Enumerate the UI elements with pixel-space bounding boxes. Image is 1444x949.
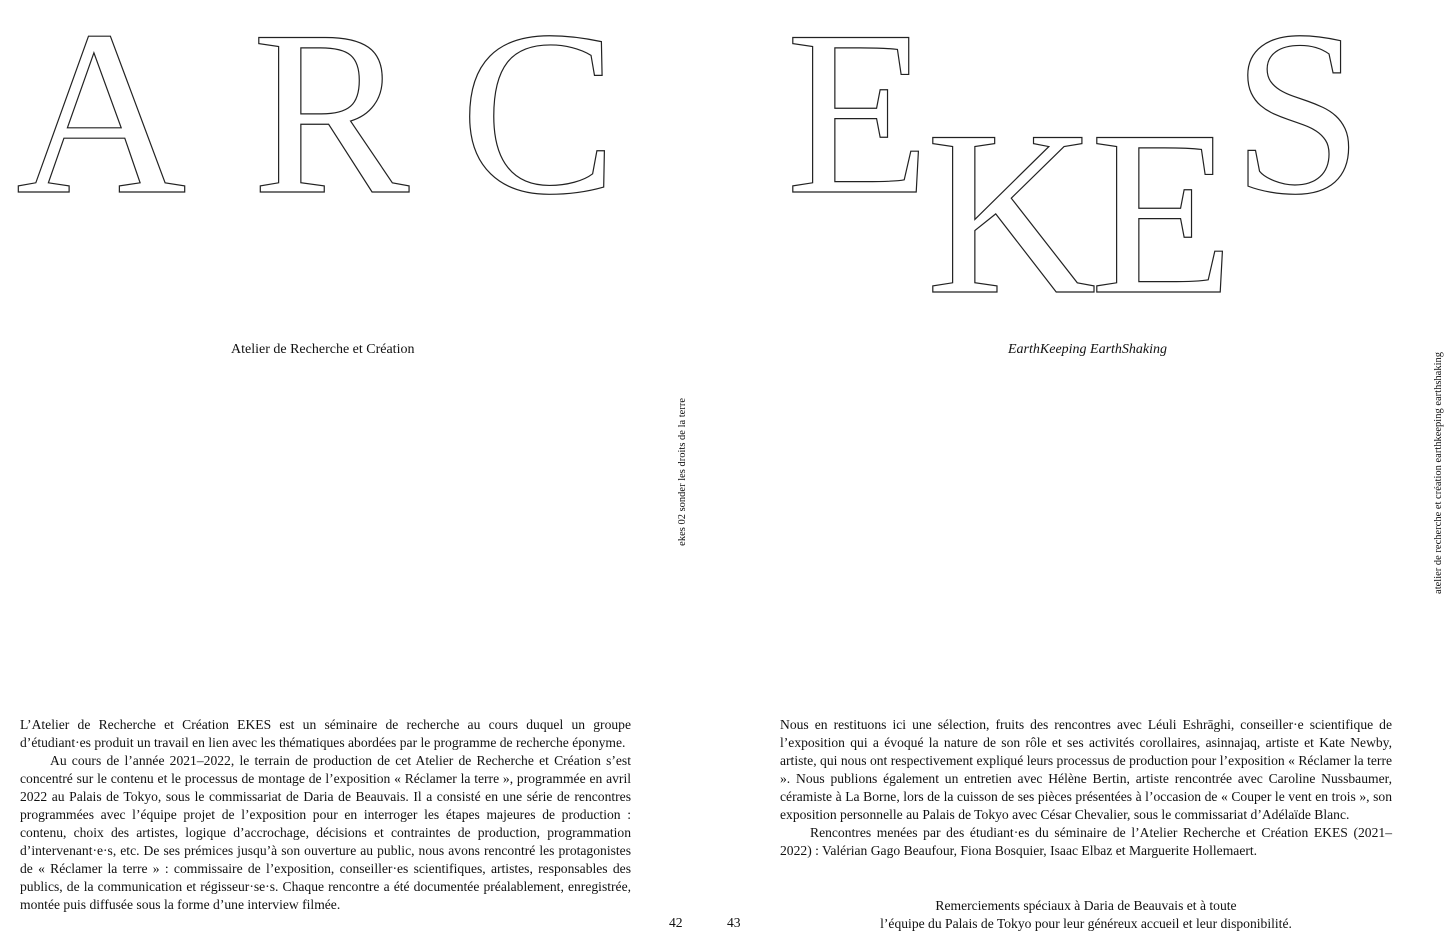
- left-body-text: [20, 716, 631, 914]
- right-subtitle: EarthKeeping EarthShaking: [1008, 342, 1168, 357]
- left-paragraph-2: Au cours de l’année 2021–2022, le terrain de production de cet Atelier de Recherche et Création s’est concentré sur le contenu et le processus de montage de l’exposition « Réclamer la terre », programmée en avril 2022 au Palais de Tokyo, sous le commissariat de Daria de Beauvais. Il a consisté en une série de rencontres programmées avec l’équipe projet de l’exposition pour en interroger les étapes majeures de production : contenu, choix des artistes, logique d’accrochage, décisions et contraintes de production, programmation d’intervenant·e·s, etc. De ses prémices jusqu’à son ouverture au public, nous avons rencontré les protagonistes de « Réclamer la terre » : commissaire de l’exposition, conseiller·es scientifiques, artistes, responsables des publics, de la communication et régisseur·se·s. Chaque rencontre a été documentée préalablement, enregistrée, montée puis diffusée sous la forme d’une interview filmée.: [20, 753, 631, 912]
- left-subtitle: Atelier de Recherche et Création: [231, 342, 415, 357]
- right-page: [706, 0, 1444, 949]
- acknowledgements-line-2: l’équipe du Palais de Tokyo pour leur généreux accueil et leur disponibilité.: [880, 916, 1292, 931]
- right-page-number: 43: [727, 915, 741, 930]
- acknowledgements: [780, 897, 1392, 933]
- display-letter-k: K: [926, 83, 1097, 344]
- display-letter-a: A: [16, 0, 187, 244]
- left-paragraph-1: L’Atelier de Recherche et Création EKES est un séminaire de recherche au cours duquel un groupe d’étudiant·es produit un travail en lien avec les thématiques abordées par le programme de recherche éponyme.: [20, 717, 631, 750]
- right-body-text: [780, 716, 1392, 860]
- right-paragraph-1: Nous en restituons ici une sélection, fruits des rencontres avec Léuli Eshrāghi, conseiller·e scientifique de l’exposition qui a évoqué la nature de son rôle et ses activités corollaires, asinnajaq, artiste et Kate Newby, artiste, qui nous ont respectivement expliqué leurs processus de production pour l’exposition « Réclamer la terre ». Nous publions également un entretien avec Hélène Bertin, artiste rencontrée avec Caroline Nussbaumer, céramiste à La Borne, lors de la cuisson de ses pièces présentées à l’occasion de « Couper le vent en trois », son exposition personnelle au Palais de Tokyo avec César Chevalier, sous le commissariat d’Adélaïde Blanc.: [780, 717, 1392, 822]
- display-letter-e-first: E: [786, 0, 931, 244]
- left-page: [0, 0, 706, 949]
- display-letter-r: R: [252, 0, 410, 244]
- right-running-head: atelier de recherche et création earthkeeping earthshaking: [1433, 352, 1444, 594]
- acknowledgements-line-1: Remerciements spéciaux à Daria de Beauvais et à toute: [935, 898, 1237, 913]
- left-page-number: 42: [669, 915, 683, 930]
- left-running-head: ekes 02 sonder les droits de la terre: [677, 398, 688, 546]
- right-paragraph-2: Rencontres menées par des étudiant·es du séminaire de l’Atelier Recherche et Création EKES (2021–2022) : Valérian Gago Beaufour, Fiona Bosquier, Isaac Elbaz et Marguerite Hollemaert.: [780, 825, 1392, 858]
- display-letter-e-second: E: [1090, 83, 1235, 344]
- display-letter-s: S: [1232, 0, 1364, 244]
- display-letter-c: C: [460, 0, 618, 244]
